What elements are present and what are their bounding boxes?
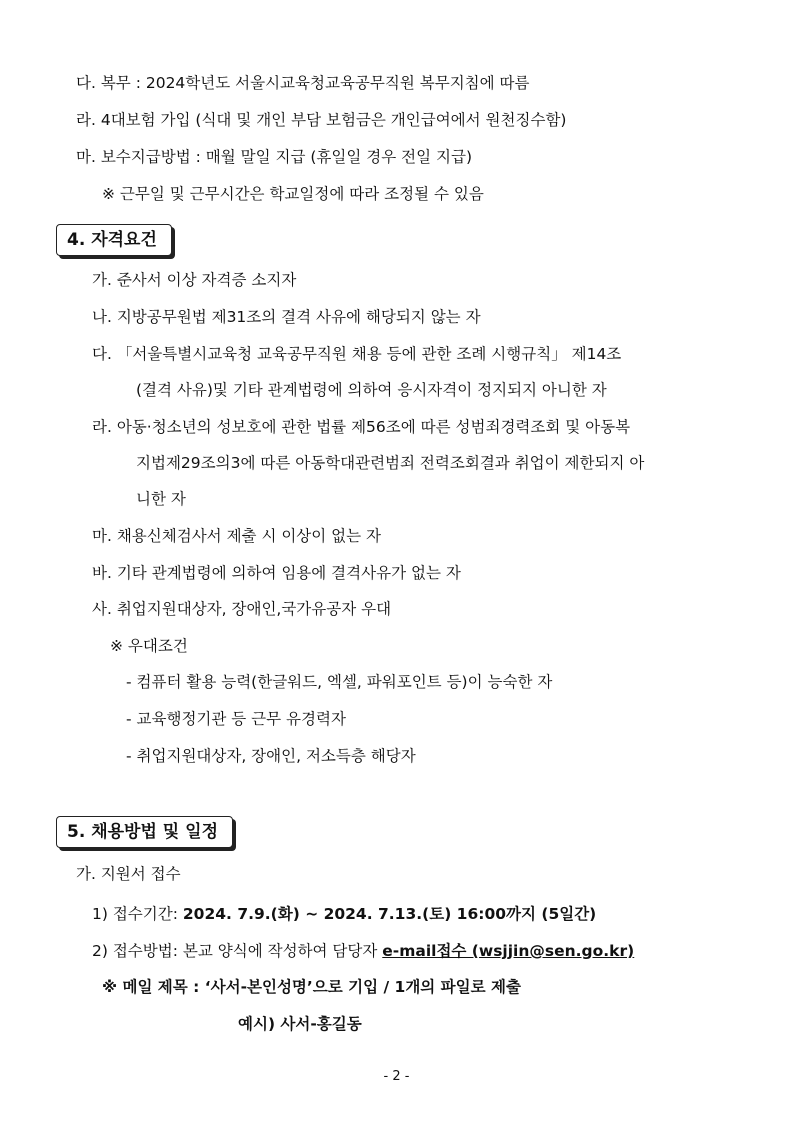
qualification-item-cont: 지법제29조의3에 따른 아동학대관련범죄 전력조회결과 취업이 제한되지 아: [136, 454, 645, 472]
preference-title: ※ 우대조건: [110, 637, 188, 655]
page-number: - 2 -: [383, 1069, 410, 1084]
qualification-item: 마. 채용신체검사서 제출 시 이상이 없는 자: [92, 527, 382, 545]
insurance-item: 라. 4대보험 가입 (식대 및 개인 부담 보험금은 개인급여에서 원천징수함): [76, 111, 567, 129]
application-period-value: 2024. 7.9.(화) ~ 2024. 7.13.(토) 16:00까지 (5일간): [182, 905, 597, 923]
qualification-item: 사. 취업지원대상자, 장애인,국가유공자 우대: [92, 600, 392, 618]
qualification-item-cont: 니한 자: [136, 490, 186, 508]
mail-subject-example: 예시) 사서-홍길동: [238, 1015, 362, 1033]
section-4-heading: 4. 자격요건: [56, 224, 172, 256]
schedule-note: ※ 근무일 및 근무시간은 학교일정에 따라 조정될 수 있음: [102, 185, 484, 203]
qualification-item: 가. 준사서 이상 자격증 소지자: [92, 271, 297, 289]
duty-item: 다. 복무 : 2024학년도 서울시교육청교육공무직원 복무지침에 따름: [76, 74, 530, 92]
application-email: e-mail접수 (wsjjin@sen.go.kr): [382, 942, 635, 960]
mail-subject-note: ※ 메일 제목 : ‘사서-본인성명’으로 기입 / 1개의 파일로 제출: [102, 978, 521, 996]
application-method: [92, 941, 634, 961]
salary-item: 마. 보수지급방법 : 매월 말일 지급 (휴일일 경우 전일 지급): [76, 148, 472, 166]
preference-item: - 취업지원대상자, 장애인, 저소득층 해당자: [126, 747, 416, 765]
qualification-item: 다. 「서울특별시교육청 교육공무직원 채용 등에 관한 조례 시행규칙」 제14조: [92, 345, 622, 363]
qualification-item-cont: (결격 사유)및 기타 관계법령에 의하여 응시자격이 정지되지 아니한 자: [136, 381, 607, 399]
preference-item: - 교육행정기관 등 근무 유경력자: [126, 710, 346, 728]
application-item: 가. 지원서 접수: [76, 865, 181, 883]
preference-item: - 컴퓨터 활용 능력(한글워드, 엑셀, 파워포인트 등)이 능숙한 자: [126, 673, 553, 691]
qualification-item: 바. 기타 관계법령에 의하여 임용에 결격사유가 없는 자: [92, 564, 461, 582]
qualification-item: 나. 지방공무원법 제31조의 결격 사유에 해당되지 않는 자: [92, 308, 481, 326]
qualification-item: 라. 아동·청소년의 성보호에 관한 법률 제56조에 따른 성범죄경력조회 및 아동복: [92, 418, 631, 436]
application-period: [92, 904, 596, 924]
section-5-heading: 5. 채용방법 및 일정: [56, 816, 233, 848]
application-method-label: 2) 접수방법: 본교 양식에 작성하여 담당자: [92, 942, 383, 960]
application-period-label: 1) 접수기간:: [92, 905, 183, 923]
